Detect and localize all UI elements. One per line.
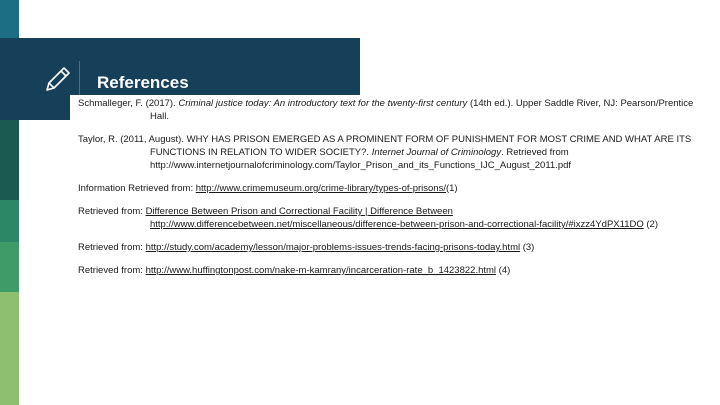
reference-text: (2): [643, 219, 658, 230]
reference-item: [78, 241, 698, 254]
reference-link[interactable]: Difference Between Prison and Correctional Facility | Difference Between http://www.differencebetween.net/miscellaneous/difference-between-prison-and-correctional-facility/#ixzz4YdPX11DO: [145, 206, 644, 230]
accent-stripe-1: [0, 0, 19, 38]
reference-title: Criminal justice today: An introductory text for the twenty-first century: [178, 98, 468, 109]
reference-text: Schmalleger, F. (2017).: [78, 98, 179, 109]
reference-text: Information Retrieved from:: [78, 183, 196, 194]
reference-item: [78, 264, 698, 277]
references-list: [70, 95, 702, 293]
reference-text: Retrieved from:: [78, 242, 146, 253]
reference-link[interactable]: http://www.crimemuseum.org/crime-library/types-of-prisons/: [195, 183, 446, 194]
reference-text: (1): [445, 183, 458, 194]
reference-link[interactable]: http://study.com/academy/lesson/major-problems-issues-trends-facing-prisons-today.html: [145, 242, 521, 253]
reference-text: (14th ed.). Upper Saddle River, NJ: Pearson/Prentice Hall.: [150, 98, 694, 122]
accent-stripe-3: [0, 120, 19, 200]
accent-stripe-2: [0, 38, 19, 120]
page-title: References: [97, 73, 189, 92]
reference-item: [78, 97, 698, 123]
accent-stripe-4: [0, 200, 19, 242]
reference-text: Retrieved from:: [78, 206, 146, 217]
accent-stripe-5: [0, 242, 19, 292]
reference-text: (3): [520, 242, 535, 253]
reference-item: [78, 205, 698, 231]
reference-text: (4): [496, 265, 511, 276]
reference-item: [78, 182, 698, 195]
pencil-icon: [41, 64, 73, 96]
title-divider: [79, 61, 80, 98]
reference-text: . Retrieved from http://www.internetjournalofcriminology.com/Taylor_Prison_and_its_Functions_IJC_August_2011.pdf: [150, 147, 572, 171]
accent-stripe-6: [0, 292, 19, 405]
reference-text: Taylor, R. (2011, August). WHY HAS PRISON EMERGED AS A PROMINENT FORM OF PUNISHMENT FOR MOST CRIME AND WHAT ARE ITS FUNCTIONS IN RELATION TO WIDER SOCIETY?.: [78, 134, 692, 158]
reference-title: Internet Journal of Criminology: [371, 147, 502, 158]
reference-link[interactable]: http://www.huffingtonpost.com/nake-m-kamrany/incarceration-rate_b_1423822.html: [145, 265, 497, 276]
reference-item: [78, 133, 698, 172]
reference-text: Retrieved from:: [78, 265, 146, 276]
